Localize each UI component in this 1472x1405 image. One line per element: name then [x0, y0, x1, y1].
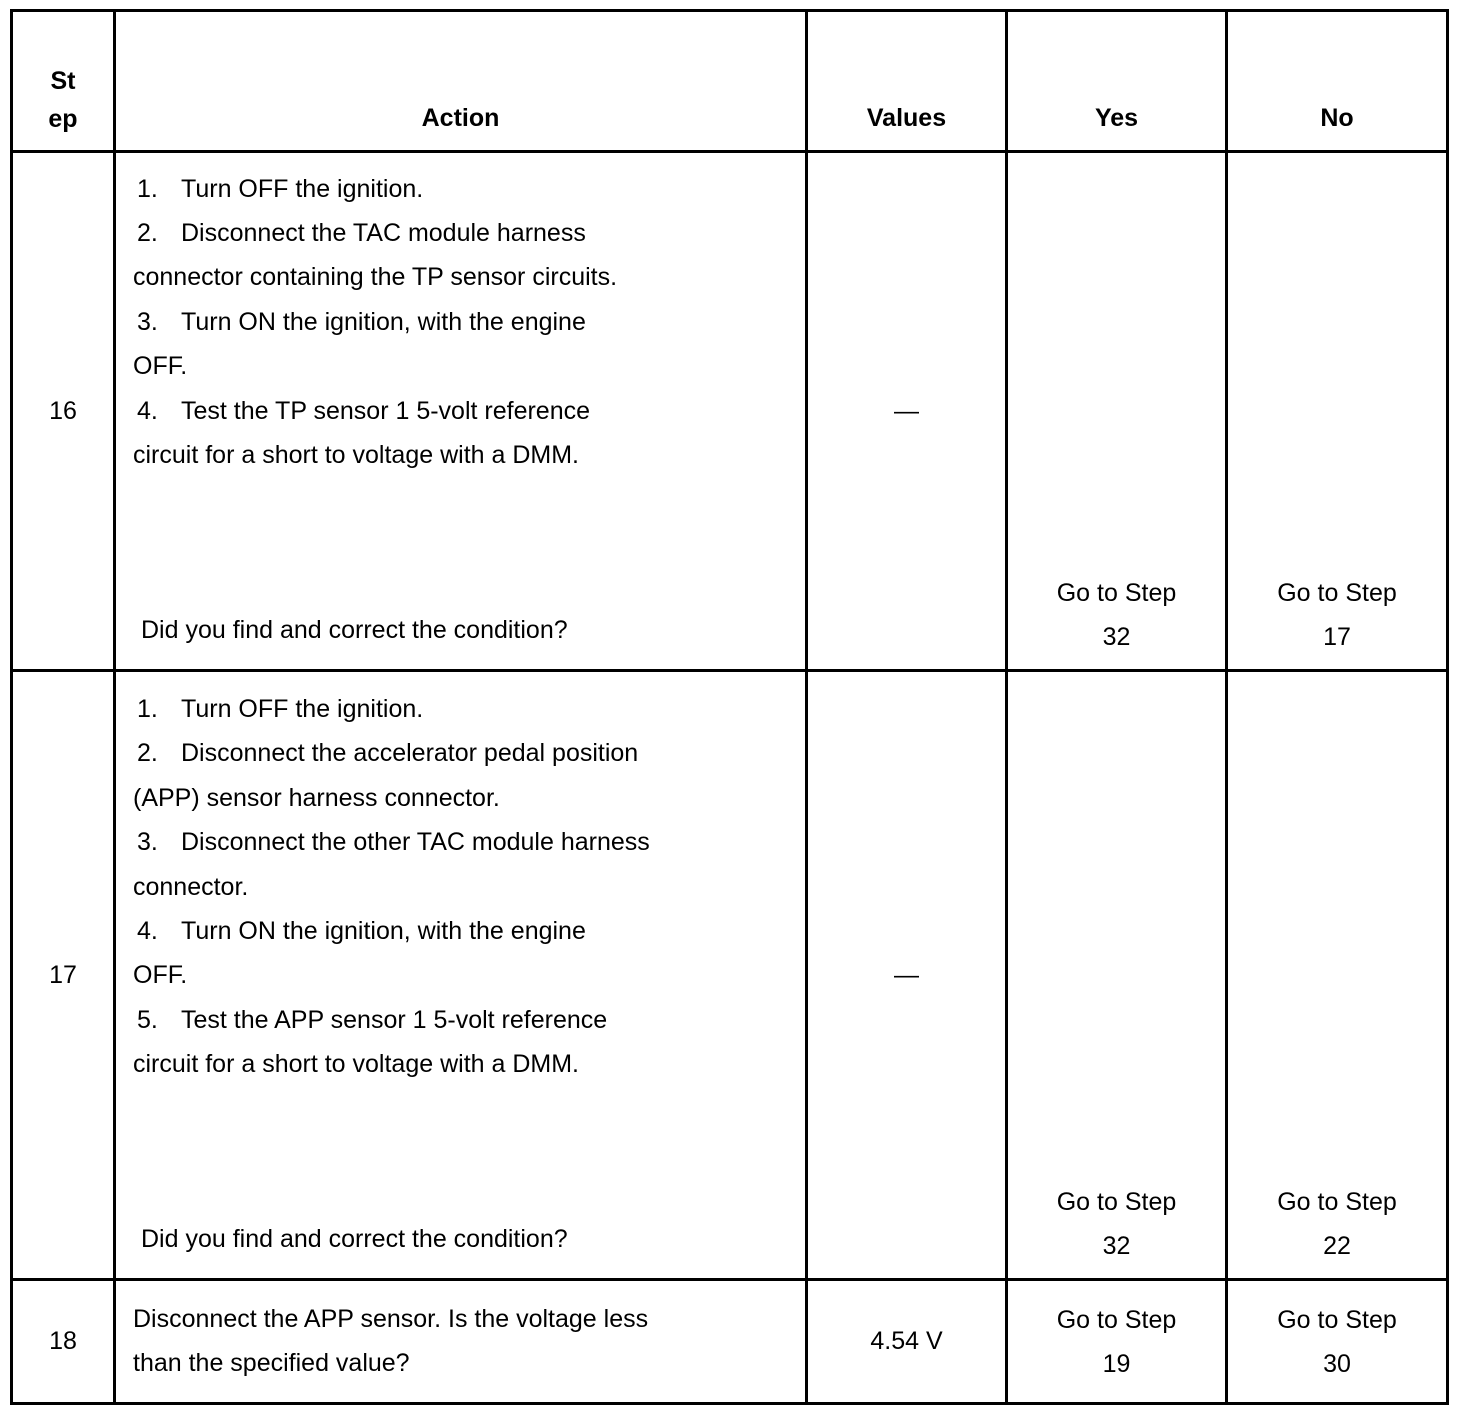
action-line: Disconnect the APP sensor. Is the voltage less [133, 1305, 649, 1333]
action-question: Did you find and correct the condition? [141, 616, 568, 644]
action-line: 5. Test the APP sensor 1 5-volt reference [137, 1006, 608, 1034]
action-line: connector. [133, 873, 249, 901]
action-cell [115, 1280, 807, 1404]
action-line: 3. Turn ON the ignition, with the engine [137, 308, 586, 336]
table-row [12, 1280, 1448, 1404]
action-line: circuit for a short to voltage with a DMM. [133, 1050, 579, 1078]
action-line: than the specified value? [133, 1349, 410, 1377]
no-goto-step: 22 [1323, 1232, 1351, 1260]
yes-goto-step: 19 [1102, 1349, 1131, 1378]
action-cell [115, 671, 807, 1280]
yes-goto-step: 32 [1102, 1232, 1131, 1260]
value-cell [807, 152, 1007, 671]
value-cell [807, 1280, 1007, 1404]
table-row [12, 671, 1448, 1280]
step-number: 16 [12, 152, 115, 671]
action-line: 2. Disconnect the accelerator pedal position [137, 739, 639, 767]
yes-goto-label: Go to Step [1056, 1188, 1177, 1216]
table-row [12, 152, 1448, 671]
no-goto-label: Go to Step [1277, 579, 1397, 607]
header-values: Values [807, 11, 1007, 152]
yes-cell [1007, 152, 1227, 671]
value-text: — [894, 396, 919, 425]
action-line: 4. Turn ON the ignition, with the engine [137, 917, 586, 945]
header-yes: Yes [1007, 11, 1227, 152]
action-question: Did you find and correct the condition? [141, 1225, 568, 1253]
no-goto-label: Go to Step [1277, 1305, 1397, 1334]
header-step-line1: St [50, 67, 76, 95]
no-goto-step: 17 [1323, 623, 1351, 651]
header-step-line2: ep [48, 105, 78, 133]
value-text: — [894, 960, 919, 989]
no-goto-label: Go to Step [1277, 1188, 1397, 1216]
yes-cell [1007, 671, 1227, 1280]
action-line: 1. Turn OFF the ignition. [137, 695, 424, 723]
value-cell [807, 671, 1007, 1280]
header-step [12, 11, 115, 152]
no-goto-step: 30 [1323, 1349, 1351, 1378]
action-line: circuit for a short to voltage with a DMM. [133, 441, 579, 469]
procedure-table [10, 9, 1449, 1405]
step-number: 17 [12, 671, 115, 1280]
action-line: OFF. [133, 961, 188, 989]
action-cell [115, 152, 807, 671]
action-line: 3. Disconnect the other TAC module harness [137, 828, 650, 856]
yes-goto-step: 32 [1102, 623, 1131, 651]
header-row [12, 11, 1448, 152]
action-line: 4. Test the TP sensor 1 5-volt reference [137, 397, 591, 425]
header-action: Action [115, 11, 807, 152]
no-cell [1227, 1280, 1448, 1404]
value-text: 4.54 V [870, 1327, 943, 1355]
yes-cell [1007, 1280, 1227, 1404]
action-line: 1. Turn OFF the ignition. [137, 175, 424, 203]
no-cell [1227, 671, 1448, 1280]
action-line: (APP) sensor harness connector. [133, 784, 500, 812]
action-line: connector containing the TP sensor circuits. [133, 263, 618, 291]
step-number: 18 [12, 1280, 115, 1404]
action-line: 2. Disconnect the TAC module harness [137, 219, 586, 247]
header-no: No [1227, 11, 1448, 152]
yes-goto-label: Go to Step [1056, 1305, 1177, 1334]
yes-goto-label: Go to Step [1056, 579, 1177, 607]
action-line: OFF. [133, 352, 188, 380]
no-cell [1227, 152, 1448, 671]
